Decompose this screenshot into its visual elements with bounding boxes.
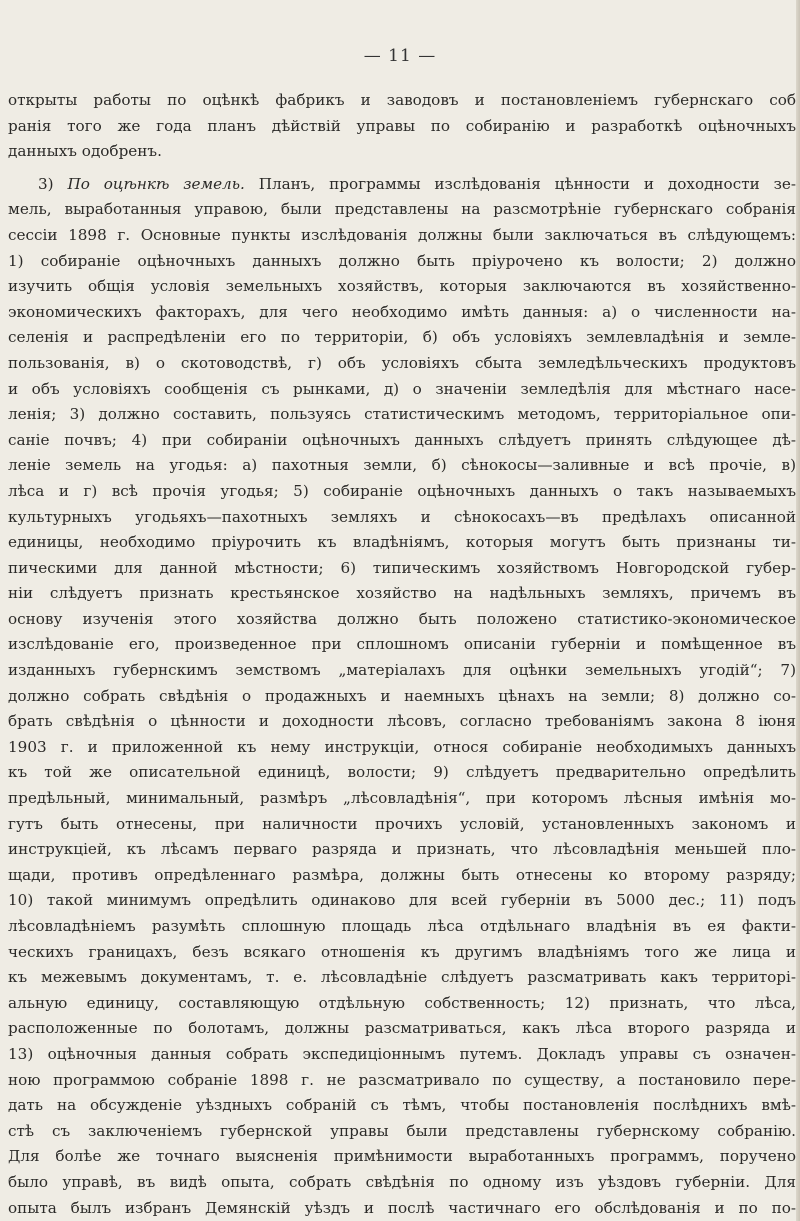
text-line: ческихъ границахъ, безъ всякаго отношенія къ другимъ владѣніямъ того же лица и bbox=[8, 942, 796, 961]
text-line: опыта былъ избранъ Демянскій уѣздъ и послѣ частичнаго его обслѣдованія и по по- bbox=[8, 1198, 796, 1217]
text-line: альную единицу, составляющую отдѣльную собственность; 12) признать, что лѣса, bbox=[8, 993, 796, 1012]
text-line: ніи слѣдуетъ признать крестьянское хозяйство на надѣльныхъ земляхъ, причемъ въ bbox=[8, 584, 796, 603]
page-edge-shadow bbox=[796, 0, 800, 1221]
text-line: селенія и распредѣленіи его по территоріи, б) объ условіяхъ землевладѣнія и земле- bbox=[8, 328, 796, 347]
text-line bbox=[8, 172, 796, 198]
text-line: изданныхъ губернскимъ земствомъ „матеріалахъ для оцѣнки земельныхъ угодій“; 7) bbox=[8, 661, 796, 680]
text-line: къ межевымъ документамъ, т. е. лѣсовладѣніе слѣдуетъ разсматривать какъ территорі- bbox=[8, 968, 796, 987]
body-text bbox=[8, 88, 796, 1221]
text-line: инструкціей, къ лѣсамъ перваго разряда и признать, что лѣсовладѣнія меньшей пло- bbox=[8, 840, 796, 859]
item-number: 3) bbox=[38, 174, 54, 193]
text-line: открыты работы по оцѣнкѣ фабрикъ и заводовъ и постановленіемъ губернскаго соб bbox=[8, 91, 796, 109]
text-line: лѣсовладѣніемъ разумѣть сплошную площадь лѣса отдѣльнаго владѣнія въ ея факти- bbox=[8, 917, 796, 935]
text-line: гутъ быть отнесены, при наличности прочихъ условій, установленныхъ закономъ и bbox=[8, 814, 796, 833]
text-line: саніе почвъ; 4) при собираніи оцѣночныхъ данныхъ слѣдуетъ принять слѣдующее дѣ- bbox=[8, 430, 796, 449]
text-line: къ той же описательной единицѣ, волости; 9) слѣдуетъ предварительно опредѣлить bbox=[8, 763, 796, 782]
text-line: 10) такой минимумъ опредѣлить одинаково для всей губерніи въ 5000 дес.; 11) подъ bbox=[8, 891, 796, 910]
section-heading: По оцѣнкѣ земель. bbox=[67, 174, 245, 193]
paragraph-1 bbox=[8, 88, 796, 165]
text-line: единицы, необходимо пріурочить къ владѣніямъ, которыя могутъ быть признаны ти- bbox=[8, 533, 796, 552]
text-line: сессіи 1898 г. Основные пункты изслѣдованія должны были заключаться въ слѣдующемъ: bbox=[8, 225, 796, 244]
text-line: стѣ съ заключеніемъ губернской управы были представлены губернскому собранію. bbox=[8, 1121, 796, 1140]
text-line: леніе земель на угодья: а) пахотныя земли, б) сѣнокосы—заливные и всѣ прочіе, в) bbox=[8, 456, 796, 475]
text-line: экономическихъ факторахъ, для чего необходимо имѣть данныя: а) о численности на- bbox=[8, 302, 796, 321]
text-line: изучить общія условія земельныхъ хозяйствъ, которыя заключаются въ хозяйственно- bbox=[8, 277, 796, 296]
text-line: и объ условіяхъ сообщенія съ рынками, д) о значеніи земледѣлія для мѣстнаго насе- bbox=[8, 379, 796, 398]
page-number: — 11 — bbox=[363, 46, 437, 66]
text-line: предѣльный, минимальный, размѣръ „лѣсовладѣнія“, при которомъ лѣсныя имѣнія мо- bbox=[8, 789, 796, 808]
text-line: изслѣдованіе его, произведенное при сплошномъ описаніи губерніи и помѣщенное въ bbox=[8, 635, 796, 654]
text-line: пическими для данной мѣстности; 6) типическимъ хозяйствомъ Новгородской губер- bbox=[8, 558, 796, 577]
text-line: было управѣ, въ видѣ опыта, собрать свѣдѣнія по одному изъ уѣздовъ губерніи. Для bbox=[8, 1172, 796, 1191]
text-line: 13) оцѣночныя данныя собрать экспедиціоннымъ путемъ. Докладъ управы съ означен- bbox=[8, 1044, 796, 1063]
text-line: культурныхъ угодьяхъ—пахотныхъ земляхъ и сѣнокосахъ—въ предѣлахъ описанной bbox=[8, 507, 796, 526]
text-line: ною программою собраніе 1898 г. не разсматривало по существу, а постановило пере- bbox=[8, 1070, 796, 1089]
text-line: 1) собираніе оцѣночныхъ данныхъ должно быть пріурочено къ волости; 2) должно bbox=[8, 251, 796, 270]
text-line: расположенные по болотамъ, должны разсматриваться, какъ лѣса второго разряда и bbox=[8, 1019, 796, 1038]
text-line: пользованія, в) о скотоводствѣ, г) объ условіяхъ сбыта земледѣльческихъ продуктовъ bbox=[8, 353, 796, 372]
text-line: ленія; 3) должно составить, пользуясь статистическимъ методомъ, территоріальное опи- bbox=[8, 405, 796, 424]
paragraph-2 bbox=[8, 172, 796, 1221]
text-line: основу изученія этого хозяйства должно быть положено статистико-экономическое bbox=[8, 609, 796, 628]
text-line: данныхъ одобренъ. bbox=[8, 142, 162, 161]
text-line: Для болѣе же точнаго выясненія примѣнимости выработанныхъ программъ, поручено bbox=[8, 1147, 796, 1166]
text-line: брать свѣдѣнія о цѣнности и доходности лѣсовъ, согласно требованіямъ закона 8 іюня bbox=[8, 712, 796, 731]
text-line: лѣса и г) всѣ прочія угодья; 5) собираніе оцѣночныхъ данныхъ о такъ называемыхъ bbox=[8, 481, 796, 500]
text-line: 1903 г. и приложенной къ нему инструкціи, относя собираніе необходимыхъ данныхъ bbox=[8, 737, 796, 756]
text-line: ранія того же года планъ дѣйствій управы по собиранію и разработкѣ оцѣночныхъ bbox=[8, 116, 796, 135]
text-line: мель, выработанныя управою, были представлены на разсмотрѣніе губернскаго собранія bbox=[8, 200, 796, 219]
text-line: дать на обсужденіе уѣздныхъ собраній съ тѣмъ, чтобы постановленія послѣднихъ вмѣ- bbox=[8, 1096, 796, 1115]
text-line: должно собрать свѣдѣнія о продажныхъ и наемныхъ цѣнахъ на земли; 8) должно со- bbox=[8, 686, 796, 705]
text-run: Планъ, программы изслѣдованія цѣнности и доходности зе- bbox=[258, 174, 796, 193]
text-line: щади, противъ опредѣленнаго размѣра, должны быть отнесены ко второму разряду; bbox=[8, 865, 796, 884]
